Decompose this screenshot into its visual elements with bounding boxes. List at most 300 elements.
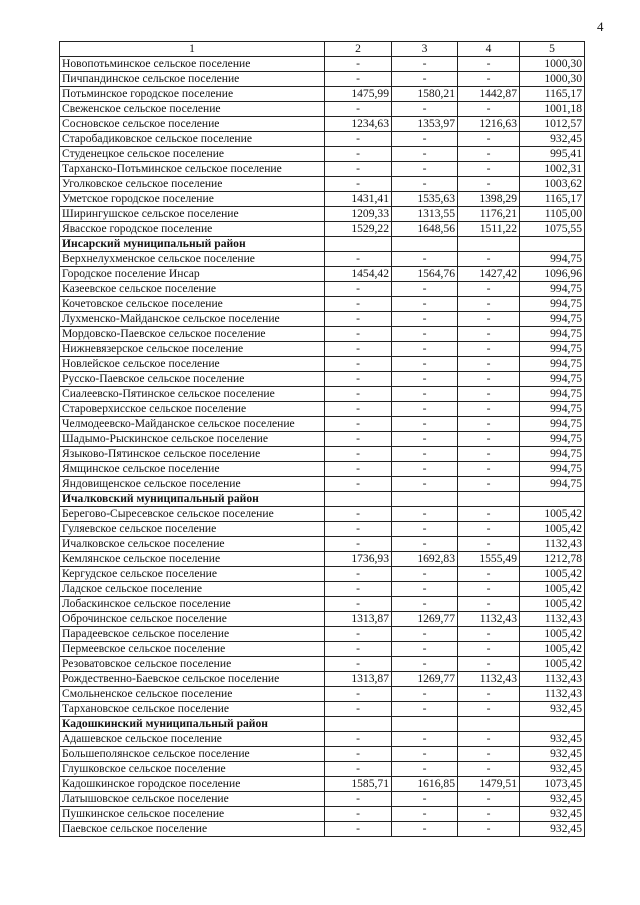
value-cell-c5: 932,45	[520, 822, 585, 837]
value-cell-c4: -	[458, 522, 520, 537]
empty-cell	[520, 237, 585, 252]
table-row	[60, 177, 585, 192]
value-cell-c5: 1000,30	[520, 57, 585, 72]
settlement-name: Уметское городское поселение	[60, 192, 325, 207]
table-row	[60, 747, 585, 762]
value-cell-c4: -	[458, 327, 520, 342]
value-cell-c5: 1001,18	[520, 102, 585, 117]
value-cell-c5: 1165,17	[520, 192, 585, 207]
value-cell-c2: 1529,22	[325, 222, 392, 237]
value-cell-c4: -	[458, 507, 520, 522]
table-row	[60, 252, 585, 267]
value-cell-c2: -	[325, 162, 392, 177]
value-cell-c3: -	[392, 102, 458, 117]
value-cell-c4: -	[458, 657, 520, 672]
value-cell-c2: -	[325, 177, 392, 192]
value-cell-c3: -	[392, 387, 458, 402]
table-row	[60, 597, 585, 612]
value-cell-c5: 1073,45	[520, 777, 585, 792]
value-cell-c4: -	[458, 297, 520, 312]
settlement-name: Кадошкинское городское поселение	[60, 777, 325, 792]
value-cell-c3: -	[392, 162, 458, 177]
value-cell-c5: 1012,57	[520, 117, 585, 132]
value-cell-c4: -	[458, 822, 520, 837]
value-cell-c4: 1398,29	[458, 192, 520, 207]
settlement-name: Казеевское сельское поселение	[60, 282, 325, 297]
value-cell-c4: -	[458, 162, 520, 177]
table-row	[60, 102, 585, 117]
value-cell-c4: 1132,43	[458, 672, 520, 687]
value-cell-c3: -	[392, 522, 458, 537]
settlement-name: Уголковское сельское поселение	[60, 177, 325, 192]
column-header: 4	[458, 42, 520, 57]
value-cell-c4: -	[458, 462, 520, 477]
value-cell-c3: -	[392, 357, 458, 372]
value-cell-c4: -	[458, 537, 520, 552]
table-row	[60, 192, 585, 207]
district-name: Кадошкинский муниципальный район	[60, 717, 325, 732]
value-cell-c2: -	[325, 57, 392, 72]
value-cell-c2: -	[325, 702, 392, 717]
value-cell-c5: 994,75	[520, 387, 585, 402]
tariff-table	[59, 41, 585, 837]
district-name: Ичалковский муниципальный район	[60, 492, 325, 507]
value-cell-c3: 1580,21	[392, 87, 458, 102]
value-cell-c3: -	[392, 147, 458, 162]
value-cell-c3: -	[392, 282, 458, 297]
value-cell-c2: -	[325, 792, 392, 807]
value-cell-c4: -	[458, 372, 520, 387]
value-cell-c3: -	[392, 297, 458, 312]
value-cell-c3: 1616,85	[392, 777, 458, 792]
value-cell-c2: -	[325, 282, 392, 297]
value-cell-c4: -	[458, 417, 520, 432]
value-cell-c5: 1002,31	[520, 162, 585, 177]
value-cell-c3: -	[392, 582, 458, 597]
value-cell-c5: 994,75	[520, 282, 585, 297]
value-cell-c4: -	[458, 432, 520, 447]
settlement-name: Большеполянское сельское поселение	[60, 747, 325, 762]
table-row	[60, 702, 585, 717]
value-cell-c3: -	[392, 807, 458, 822]
settlement-name: Рождественно-Баевское сельское поселение	[60, 672, 325, 687]
value-cell-c2: -	[325, 417, 392, 432]
value-cell-c4: -	[458, 357, 520, 372]
value-cell-c4: 1511,22	[458, 222, 520, 237]
value-cell-c3: -	[392, 747, 458, 762]
value-cell-c3: -	[392, 57, 458, 72]
table-row	[60, 357, 585, 372]
value-cell-c4: -	[458, 582, 520, 597]
value-cell-c5: 932,45	[520, 762, 585, 777]
value-cell-c2: -	[325, 147, 392, 162]
value-cell-c5: 1003,62	[520, 177, 585, 192]
value-cell-c4: -	[458, 642, 520, 657]
settlement-name: Верхнелухменское сельское поселение	[60, 252, 325, 267]
value-cell-c3: 1353,97	[392, 117, 458, 132]
value-cell-c5: 1005,42	[520, 627, 585, 642]
settlement-name: Русско-Паевское сельское поселение	[60, 372, 325, 387]
value-cell-c2: -	[325, 627, 392, 642]
value-cell-c5: 994,75	[520, 342, 585, 357]
settlement-name: Берегово-Сыресевское сельское поселение	[60, 507, 325, 522]
value-cell-c4: -	[458, 702, 520, 717]
value-cell-c3: 1648,56	[392, 222, 458, 237]
value-cell-c3: 1535,63	[392, 192, 458, 207]
value-cell-c5: 994,75	[520, 432, 585, 447]
value-cell-c5: 994,75	[520, 477, 585, 492]
value-cell-c3: 1269,77	[392, 612, 458, 627]
value-cell-c2: 1209,33	[325, 207, 392, 222]
value-cell-c2: 1475,99	[325, 87, 392, 102]
value-cell-c5: 1096,96	[520, 267, 585, 282]
value-cell-c5: 994,75	[520, 402, 585, 417]
column-header: 1	[60, 42, 325, 57]
value-cell-c4: -	[458, 567, 520, 582]
value-cell-c3: -	[392, 507, 458, 522]
value-cell-c3: -	[392, 417, 458, 432]
table-row	[60, 822, 585, 837]
value-cell-c2: -	[325, 762, 392, 777]
empty-cell	[325, 717, 392, 732]
settlement-name: Кергудское сельское поселение	[60, 567, 325, 582]
table-body	[60, 42, 585, 837]
value-cell-c3: -	[392, 702, 458, 717]
table-row	[60, 807, 585, 822]
value-cell-c5: 932,45	[520, 132, 585, 147]
value-cell-c4: -	[458, 312, 520, 327]
value-cell-c2: 1313,87	[325, 672, 392, 687]
value-cell-c3: -	[392, 627, 458, 642]
table-row	[60, 372, 585, 387]
settlement-name: Тархановское сельское поселение	[60, 702, 325, 717]
value-cell-c5: 994,75	[520, 417, 585, 432]
table-row	[60, 447, 585, 462]
value-cell-c2: 1431,41	[325, 192, 392, 207]
table-row	[60, 462, 585, 477]
value-cell-c5: 932,45	[520, 732, 585, 747]
value-cell-c5: 932,45	[520, 792, 585, 807]
empty-cell	[325, 237, 392, 252]
table-row	[60, 642, 585, 657]
value-cell-c4: -	[458, 132, 520, 147]
empty-cell	[458, 492, 520, 507]
value-cell-c4: -	[458, 177, 520, 192]
value-cell-c3: -	[392, 72, 458, 87]
value-cell-c2: -	[325, 102, 392, 117]
value-cell-c2: 1234,63	[325, 117, 392, 132]
value-cell-c3: 1564,76	[392, 267, 458, 282]
empty-cell	[520, 492, 585, 507]
value-cell-c4: -	[458, 747, 520, 762]
table-row	[60, 477, 585, 492]
value-cell-c5: 1005,42	[520, 657, 585, 672]
value-cell-c2: -	[325, 687, 392, 702]
settlement-name: Языково-Пятинское сельское поселение	[60, 447, 325, 462]
table-row	[60, 87, 585, 102]
settlement-name: Кемлянское сельское поселение	[60, 552, 325, 567]
table-row	[60, 582, 585, 597]
value-cell-c2: 1313,87	[325, 612, 392, 627]
value-cell-c3: -	[392, 132, 458, 147]
value-cell-c2: -	[325, 747, 392, 762]
value-cell-c4: -	[458, 807, 520, 822]
empty-cell	[520, 717, 585, 732]
value-cell-c2: -	[325, 642, 392, 657]
value-cell-c2: -	[325, 372, 392, 387]
value-cell-c4: -	[458, 402, 520, 417]
settlement-name: Парадеевское сельское поселение	[60, 627, 325, 642]
value-cell-c4: -	[458, 72, 520, 87]
value-cell-c3: -	[392, 792, 458, 807]
table-row	[60, 612, 585, 627]
table-row	[60, 537, 585, 552]
settlement-name: Кочетовское сельское поселение	[60, 297, 325, 312]
table-row	[60, 672, 585, 687]
table-row	[60, 627, 585, 642]
settlement-name: Новопотьминское сельское поселение	[60, 57, 325, 72]
value-cell-c4: 1216,63	[458, 117, 520, 132]
settlement-name: Паевское сельское поселение	[60, 822, 325, 837]
value-cell-c4: -	[458, 597, 520, 612]
empty-cell	[458, 237, 520, 252]
settlement-name: Ямщинское сельское поселение	[60, 462, 325, 477]
value-cell-c5: 994,75	[520, 372, 585, 387]
value-cell-c2: -	[325, 252, 392, 267]
value-cell-c3: -	[392, 447, 458, 462]
district-header-row	[60, 492, 585, 507]
empty-cell	[458, 717, 520, 732]
value-cell-c2: -	[325, 432, 392, 447]
empty-cell	[392, 717, 458, 732]
settlement-name: Пушкинское сельское поселение	[60, 807, 325, 822]
settlement-name: Пичпандинское сельское поселение	[60, 72, 325, 87]
value-cell-c4: -	[458, 282, 520, 297]
table-row	[60, 657, 585, 672]
district-header-row	[60, 717, 585, 732]
value-cell-c2: -	[325, 732, 392, 747]
column-header: 3	[392, 42, 458, 57]
value-cell-c5: 1105,00	[520, 207, 585, 222]
value-cell-c5: 994,75	[520, 447, 585, 462]
settlement-name: Староверхисское сельское поселение	[60, 402, 325, 417]
value-cell-c2: -	[325, 402, 392, 417]
value-cell-c4: -	[458, 627, 520, 642]
value-cell-c2: 1454,42	[325, 267, 392, 282]
value-cell-c2: -	[325, 312, 392, 327]
settlement-name: Городское поселение Инсар	[60, 267, 325, 282]
settlement-name: Латышовское сельское поселение	[60, 792, 325, 807]
value-cell-c5: 1132,43	[520, 687, 585, 702]
value-cell-c2: -	[325, 297, 392, 312]
value-cell-c2: -	[325, 657, 392, 672]
value-cell-c5: 1005,42	[520, 597, 585, 612]
value-cell-c2: -	[325, 462, 392, 477]
value-cell-c4: -	[458, 102, 520, 117]
table-row	[60, 327, 585, 342]
value-cell-c3: 1692,83	[392, 552, 458, 567]
value-cell-c3: -	[392, 732, 458, 747]
page-number: 4	[597, 19, 604, 34]
table-row	[60, 432, 585, 447]
value-cell-c4: 1479,51	[458, 777, 520, 792]
settlement-name: Ширингушское сельское поселение	[60, 207, 325, 222]
value-cell-c2: 1585,71	[325, 777, 392, 792]
value-cell-c5: 994,75	[520, 327, 585, 342]
value-cell-c5: 1005,42	[520, 507, 585, 522]
value-cell-c3: -	[392, 537, 458, 552]
column-header: 5	[520, 42, 585, 57]
table-row	[60, 267, 585, 282]
settlement-name: Ичалковское сельское поселение	[60, 537, 325, 552]
table-row	[60, 162, 585, 177]
value-cell-c4: -	[458, 732, 520, 747]
settlement-name: Резоватовское сельское поселение	[60, 657, 325, 672]
value-cell-c5: 1005,42	[520, 642, 585, 657]
value-cell-c5: 1000,30	[520, 72, 585, 87]
settlement-name: Гуляевское сельское поселение	[60, 522, 325, 537]
table-row	[60, 207, 585, 222]
value-cell-c2: -	[325, 507, 392, 522]
value-cell-c4: -	[458, 447, 520, 462]
settlement-name: Оброчинское сельское поселение	[60, 612, 325, 627]
value-cell-c3: -	[392, 402, 458, 417]
table-row	[60, 552, 585, 567]
table-row	[60, 777, 585, 792]
value-cell-c4: 1555,49	[458, 552, 520, 567]
table-row	[60, 402, 585, 417]
value-cell-c3: -	[392, 687, 458, 702]
value-cell-c4: -	[458, 57, 520, 72]
value-cell-c4: -	[458, 762, 520, 777]
settlement-name: Нижневязерское сельское поселение	[60, 342, 325, 357]
column-header: 2	[325, 42, 392, 57]
settlement-name: Лухменско-Майданское сельское поселение	[60, 312, 325, 327]
value-cell-c5: 1132,43	[520, 672, 585, 687]
settlement-name: Сиалеевско-Пятинское сельское поселение	[60, 387, 325, 402]
value-cell-c2: -	[325, 327, 392, 342]
table-row	[60, 297, 585, 312]
table-row	[60, 132, 585, 147]
value-cell-c3: 1269,77	[392, 672, 458, 687]
value-cell-c4: 1427,42	[458, 267, 520, 282]
table-row	[60, 687, 585, 702]
value-cell-c2: 1736,93	[325, 552, 392, 567]
value-cell-c3: -	[392, 432, 458, 447]
value-cell-c5: 1005,42	[520, 567, 585, 582]
settlement-name: Челмодеевско-Майданское сельское поселение	[60, 417, 325, 432]
value-cell-c5: 1132,43	[520, 537, 585, 552]
value-cell-c4: 1442,87	[458, 87, 520, 102]
value-cell-c5: 994,75	[520, 312, 585, 327]
value-cell-c2: -	[325, 447, 392, 462]
settlement-name: Пермеевское сельское поселение	[60, 642, 325, 657]
table-row	[60, 57, 585, 72]
value-cell-c4: -	[458, 387, 520, 402]
table-row	[60, 117, 585, 132]
value-cell-c5: 1165,17	[520, 87, 585, 102]
table-row	[60, 732, 585, 747]
district-name: Инсарский муниципальный район	[60, 237, 325, 252]
value-cell-c4: -	[458, 477, 520, 492]
value-cell-c3: -	[392, 477, 458, 492]
value-cell-c4: -	[458, 342, 520, 357]
settlement-name: Глушковское сельское поселение	[60, 762, 325, 777]
settlement-name: Яндовищенское сельское поселение	[60, 477, 325, 492]
settlement-name: Студенецкое сельское поселение	[60, 147, 325, 162]
value-cell-c3: -	[392, 252, 458, 267]
table-row	[60, 342, 585, 357]
table-row	[60, 312, 585, 327]
table-row	[60, 522, 585, 537]
table-row	[60, 762, 585, 777]
value-cell-c2: -	[325, 132, 392, 147]
value-cell-c4: 1132,43	[458, 612, 520, 627]
settlement-name: Смольненское сельское поселение	[60, 687, 325, 702]
table-row	[60, 72, 585, 87]
value-cell-c5: 995,41	[520, 147, 585, 162]
value-cell-c2: -	[325, 522, 392, 537]
settlement-name: Новлейское сельское поселение	[60, 357, 325, 372]
empty-cell	[392, 237, 458, 252]
header-row	[60, 42, 585, 57]
settlement-name: Шадымо-Рыскинское сельское поселение	[60, 432, 325, 447]
value-cell-c5: 1212,78	[520, 552, 585, 567]
empty-cell	[392, 492, 458, 507]
value-cell-c2: -	[325, 567, 392, 582]
settlement-name: Лобаскинское сельское поселение	[60, 597, 325, 612]
value-cell-c2: -	[325, 357, 392, 372]
settlement-name: Ладское сельское поселение	[60, 582, 325, 597]
value-cell-c3: -	[392, 597, 458, 612]
value-cell-c5: 932,45	[520, 747, 585, 762]
value-cell-c2: -	[325, 582, 392, 597]
value-cell-c3: -	[392, 327, 458, 342]
table-row	[60, 792, 585, 807]
value-cell-c5: 932,45	[520, 702, 585, 717]
value-cell-c2: -	[325, 597, 392, 612]
value-cell-c3: -	[392, 342, 458, 357]
value-cell-c2: -	[325, 807, 392, 822]
settlement-name: Старобадиковское сельское поселение	[60, 132, 325, 147]
value-cell-c5: 994,75	[520, 462, 585, 477]
value-cell-c5: 1005,42	[520, 522, 585, 537]
value-cell-c5: 1005,42	[520, 582, 585, 597]
district-header-row	[60, 237, 585, 252]
value-cell-c5: 1132,43	[520, 612, 585, 627]
value-cell-c3: -	[392, 762, 458, 777]
value-cell-c2: -	[325, 822, 392, 837]
value-cell-c4: -	[458, 252, 520, 267]
value-cell-c3: -	[392, 642, 458, 657]
value-cell-c4: -	[458, 792, 520, 807]
table-row	[60, 417, 585, 432]
table-row	[60, 387, 585, 402]
settlement-name: Потьминское городское поселение	[60, 87, 325, 102]
settlement-name: Мордовско-Паевское сельское поселение	[60, 327, 325, 342]
settlement-name: Сосновское сельское поселение	[60, 117, 325, 132]
value-cell-c4: -	[458, 687, 520, 702]
value-cell-c4: -	[458, 147, 520, 162]
table-row	[60, 147, 585, 162]
table-row	[60, 567, 585, 582]
value-cell-c2: -	[325, 477, 392, 492]
settlement-name: Свеженское сельское поселение	[60, 102, 325, 117]
value-cell-c5: 994,75	[520, 297, 585, 312]
settlement-name: Адашевское сельское поселение	[60, 732, 325, 747]
value-cell-c4: 1176,21	[458, 207, 520, 222]
table-row	[60, 282, 585, 297]
